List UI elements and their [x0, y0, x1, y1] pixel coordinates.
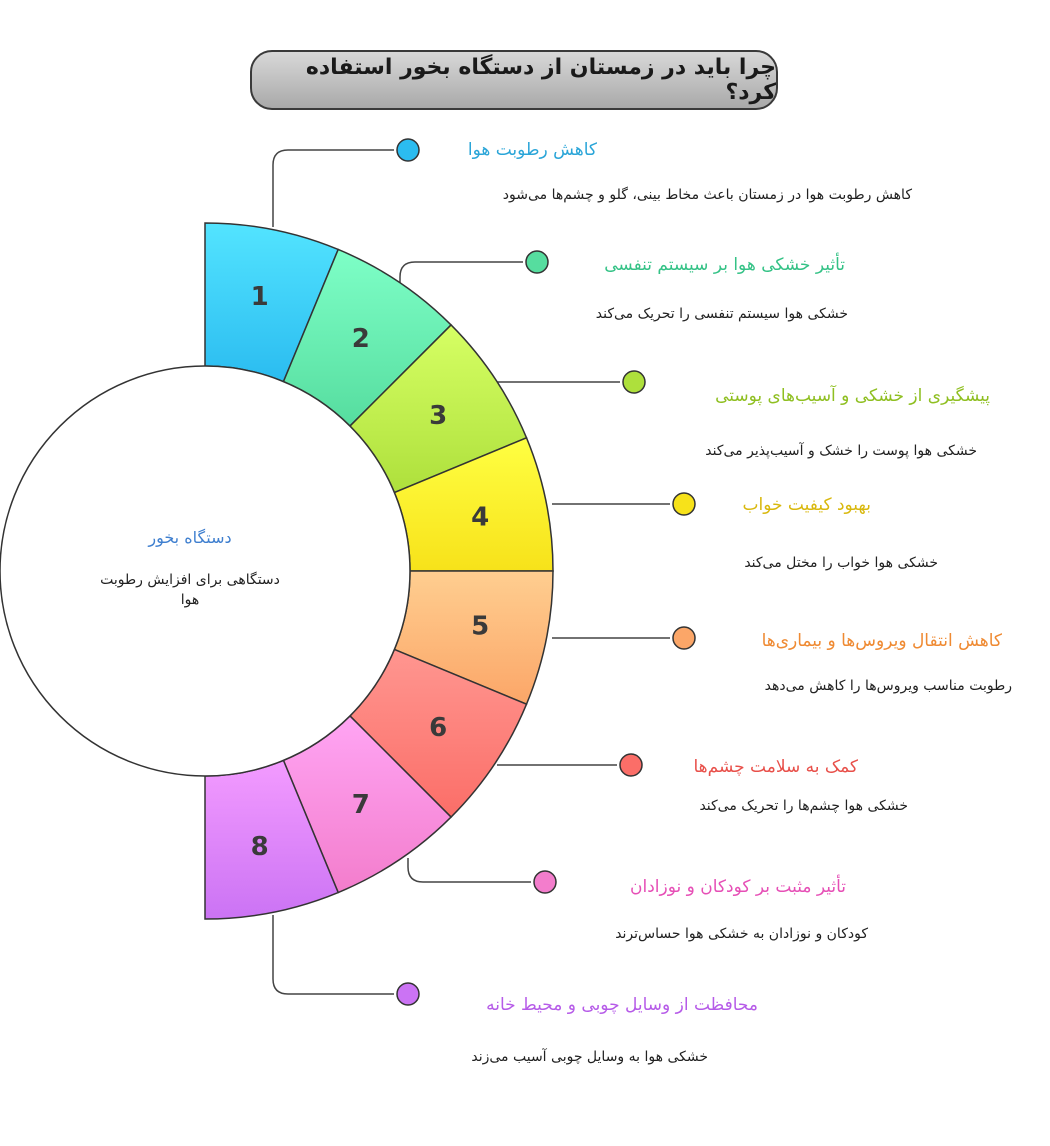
segment-number-1: 1 — [250, 281, 269, 312]
item-heading-4: بهبود کیفیت خواب — [742, 495, 871, 515]
page-title: چرا باید در زمستان از دستگاه بخور استفاده کرد؟ — [250, 50, 778, 110]
item-description-6: خشکی هوا چشم‌ها را تحریک می‌کند — [699, 798, 908, 814]
item-description-5: رطوبت مناسب ویروس‌ها را کاهش می‌دهد — [764, 678, 1012, 694]
item-description-7: کودکان و نوزادان به خشکی هوا حساس‌ترند — [615, 926, 868, 942]
item-heading-2: تأثیر خشکی هوا بر سیستم تنفسی — [604, 255, 845, 275]
item-description-2: خشکی هوا سیستم تنفسی را تحریک می‌کند — [595, 306, 848, 322]
item-description-4: خشکی هوا خواب را مختل می‌کند — [744, 555, 938, 571]
connector-line-2 — [400, 262, 523, 283]
item-description-3: خشکی هوا پوست را خشک و آسیب‌پذیر می‌کند — [705, 443, 977, 459]
item-heading-7: تأثیر مثبت بر کودکان و نوزادان — [630, 877, 846, 897]
marker-dot-5 — [673, 627, 695, 649]
connector-line-1 — [273, 150, 394, 227]
item-description-8: خشکی هوا به وسایل چوبی آسیب می‌زند — [471, 1049, 708, 1065]
item-heading-3: پیشگیری از خشکی و آسیب‌های پوستی — [715, 386, 990, 406]
segment-number-3: 3 — [429, 401, 448, 432]
segment-number-5: 5 — [471, 611, 490, 642]
marker-dot-8 — [397, 983, 419, 1005]
segment-number-2: 2 — [351, 323, 370, 354]
item-heading-8: محافظت از وسایل چوبی و محیط خانه — [486, 995, 758, 1015]
segment-number-4: 4 — [471, 502, 490, 533]
segment-number-8: 8 — [250, 832, 269, 863]
item-description-1: کاهش رطوبت هوا در زمستان باعث مخاط بینی، گلو و چشم‌ها می‌شود — [502, 187, 912, 203]
segment-number-7: 7 — [351, 790, 370, 821]
marker-dot-2 — [526, 251, 548, 273]
item-heading-6: کمک به سلامت چشم‌ها — [693, 757, 858, 777]
connector-line-7 — [408, 858, 531, 882]
marker-dot-1 — [397, 139, 419, 161]
marker-dot-7 — [534, 871, 556, 893]
segment-number-6: 6 — [429, 712, 448, 743]
marker-dot-4 — [673, 493, 695, 515]
center-description: دستگاهی برای افزایش رطوبت هوا — [100, 572, 280, 608]
marker-dot-6 — [620, 754, 642, 776]
item-heading-1: کاهش رطوبت هوا — [467, 140, 597, 160]
item-heading-5: کاهش انتقال ویروس‌ها و بیماری‌ها — [761, 631, 1002, 651]
marker-dot-3 — [623, 371, 645, 393]
center-title: دستگاه بخور — [148, 528, 232, 547]
connector-line-8 — [273, 915, 394, 994]
